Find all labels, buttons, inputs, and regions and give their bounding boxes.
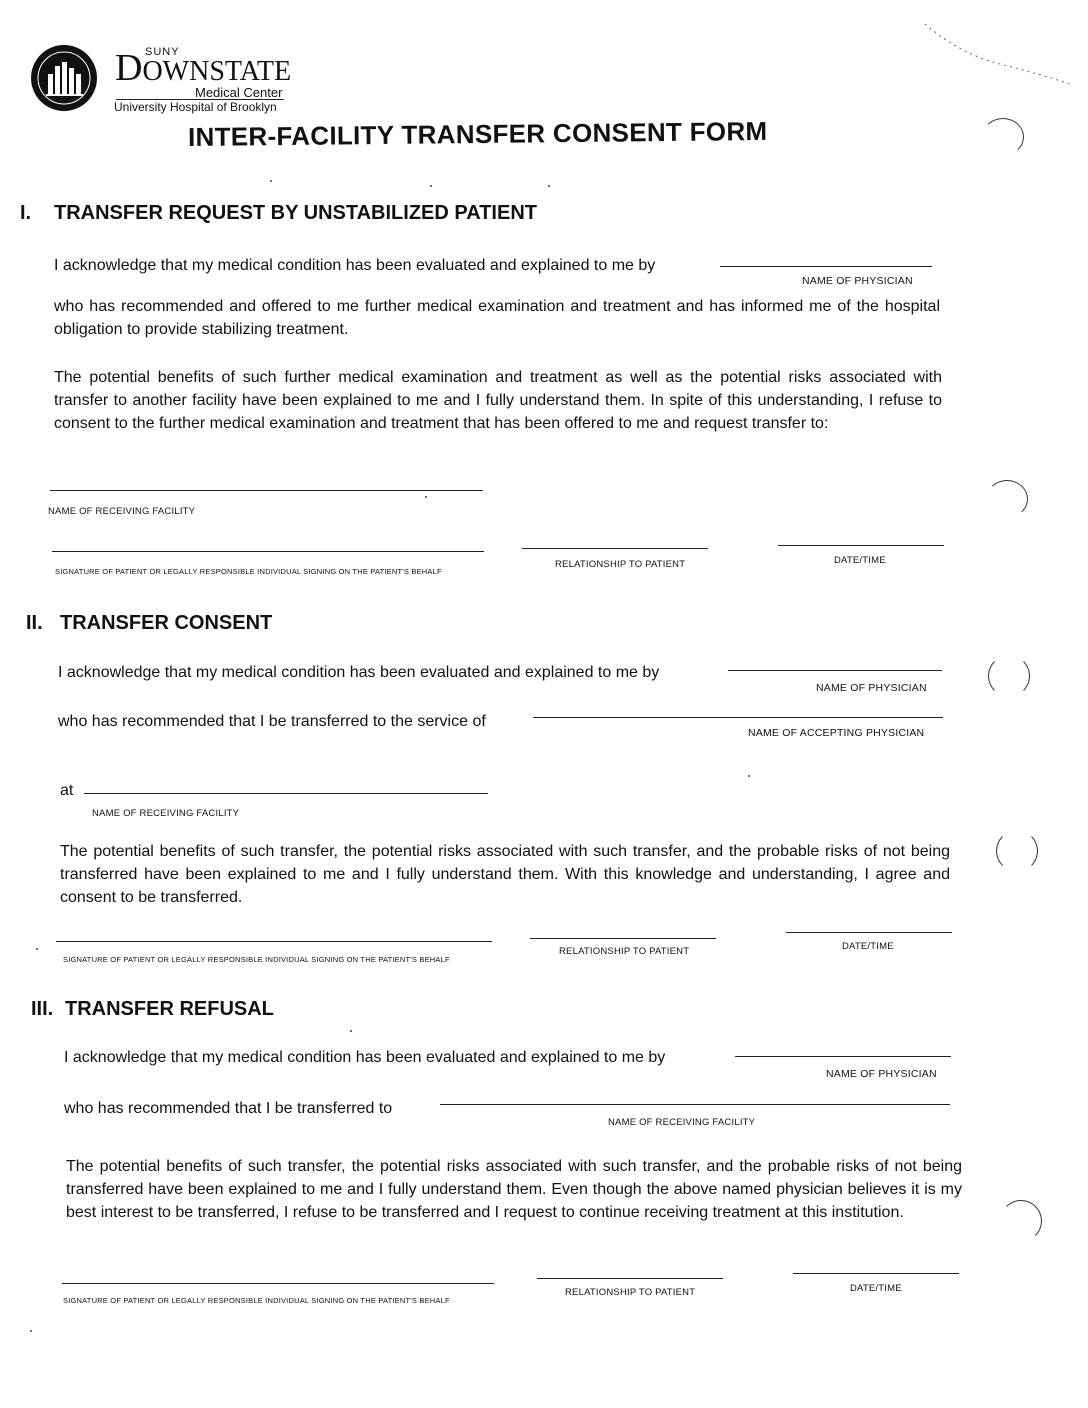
s2-signature-field[interactable] (56, 941, 492, 942)
downstate-wordmark: DOWNSTATE (115, 47, 292, 89)
s3-signature-caption: SIGNATURE OF PATIENT OR LEGALLY RESPONSIBLE INDIVIDUAL SIGNING ON THE PATIENT'S BEHALF (63, 1296, 450, 1305)
s3-acknowledge-text: I acknowledge that my medical condition has been evaluated and explained to me by (64, 1049, 666, 1066)
section-3-heading (31, 998, 274, 1021)
section-2-number: II. (26, 612, 43, 634)
s2-datetime-caption: DATE/TIME (842, 941, 894, 952)
s3-facility-caption: NAME OF RECEIVING FACILITY (608, 1117, 756, 1128)
s1-receiving-facility-field[interactable] (50, 490, 483, 491)
medical-center-label: Medical Center (195, 85, 283, 100)
s2-accepting-physician-field[interactable] (533, 717, 943, 718)
s1-datetime-caption: DATE/TIME (834, 555, 886, 566)
s3-relationship-field[interactable] (537, 1278, 723, 1279)
s1-recommend-text: who has recommended and offered to me further medical examination and treatment and has informed me of the hospital obligation to provide stabilizing treatment. (54, 298, 940, 338)
s1-physician-name-field[interactable] (720, 266, 932, 267)
s2-signature-caption: SIGNATURE OF PATIENT OR LEGALLY RESPONSIBLE INDIVIDUAL SIGNING ON THE PATIENT'S BEHALF (63, 955, 450, 964)
section-3-number: III. (31, 998, 54, 1020)
s3-physician-name-field[interactable] (735, 1056, 951, 1057)
s1-datetime-field[interactable] (778, 545, 944, 546)
s1-relationship-field[interactable] (522, 548, 708, 549)
scan-speck (548, 185, 550, 187)
scan-speck (748, 775, 750, 777)
section-1-number: I. (20, 202, 32, 224)
s2-receiving-facility-field[interactable] (84, 793, 488, 794)
s3-datetime-caption: DATE/TIME (850, 1283, 902, 1294)
suny-label: SUNY (145, 46, 180, 58)
section-1-heading (20, 202, 537, 225)
scan-speck (350, 1030, 352, 1032)
punch-hole-mark (996, 830, 1038, 872)
s2-relationship-field[interactable] (530, 938, 716, 939)
scan-speck (36, 948, 38, 950)
s2-relationship-caption: RELATIONSHIP TO PATIENT (559, 946, 690, 957)
s3-physician-caption: NAME OF PHYSICIAN (826, 1068, 937, 1080)
section-1-title: TRANSFER REQUEST BY UNSTABILIZED PATIENT (54, 202, 537, 224)
s3-relationship-caption: RELATIONSHIP TO PATIENT (565, 1287, 696, 1298)
punch-hole-mark (1000, 1200, 1042, 1242)
university-hospital-label: University Hospital of Brooklyn (114, 100, 277, 114)
s2-recommend-text: who has recommended that I be transferred to the service of (58, 713, 486, 730)
s1-benefits-text: The potential benefits of such further medical examination and treatment as well as the potential risks associated with transfer to another facility have been explained to me and I fully understand them. In spite of this understanding, I refuse to consent to the further medical examination and treatment that has been offered to me and request transfer to: (54, 369, 942, 432)
s1-signature-field[interactable] (52, 551, 484, 552)
s1-physician-caption: NAME OF PHYSICIAN (802, 275, 913, 287)
s1-signature-caption: SIGNATURE OF PATIENT OR LEGALLY RESPONSIBLE INDIVIDUAL SIGNING ON THE PATIENT'S BEHALF (55, 567, 442, 576)
s2-at-text: at (60, 782, 74, 799)
s2-facility-caption: NAME OF RECEIVING FACILITY (92, 808, 240, 819)
s3-recommend-text: who has recommended that I be transferred to (64, 1100, 393, 1117)
s2-physician-caption: NAME OF PHYSICIAN (816, 682, 927, 694)
scan-smudge-mark (920, 14, 1080, 94)
s3-benefits-text: The potential benefits of such transfer, the potential risks associated with such transfer, and the probable risks of not being transferred have been explained to me and I fully understand them. Even though the above named physician believes it is my best interest to be transferred, I refuse to be transferred and I request to continue receiving treatment at this institution. (66, 1158, 962, 1221)
s1-relationship-caption: RELATIONSHIP TO PATIENT (555, 559, 686, 570)
s3-signature-field[interactable] (62, 1283, 494, 1284)
section-3-title: TRANSFER REFUSAL (65, 998, 274, 1020)
s2-physician-name-field[interactable] (728, 670, 942, 671)
s3-receiving-facility-field[interactable] (440, 1104, 950, 1105)
s2-acknowledge-text: I acknowledge that my medical condition has been evaluated and explained to me by (58, 664, 660, 681)
section-2-heading (26, 612, 272, 635)
scan-speck (430, 185, 432, 187)
downstate-seal-logo (30, 44, 98, 112)
s1-facility-caption: NAME OF RECEIVING FACILITY (48, 506, 196, 517)
s2-datetime-field[interactable] (786, 932, 952, 933)
s2-accepting-caption: NAME OF ACCEPTING PHYSICIAN (748, 727, 925, 739)
scan-speck (30, 1330, 32, 1332)
section-2-title: TRANSFER CONSENT (60, 612, 273, 634)
s3-datetime-field[interactable] (793, 1273, 959, 1274)
punch-hole-mark (988, 655, 1030, 697)
s1-acknowledge-text: I acknowledge that my medical condition has been evaluated and explained to me by (54, 257, 656, 274)
punch-hole-mark (982, 118, 1024, 156)
form-title: INTER-FACILITY TRANSFER CONSENT FORM (187, 115, 768, 152)
punch-hole-mark (986, 480, 1028, 518)
s2-benefits-text: The potential benefits of such transfer, the potential risks associated with such transfer, and the probable risks of not being transferred have been explained to me and I fully understand them. With this knowledge and understanding, I agree and consent to be transferred. (60, 843, 950, 906)
scan-speck (425, 496, 427, 498)
scan-speck (270, 180, 272, 182)
